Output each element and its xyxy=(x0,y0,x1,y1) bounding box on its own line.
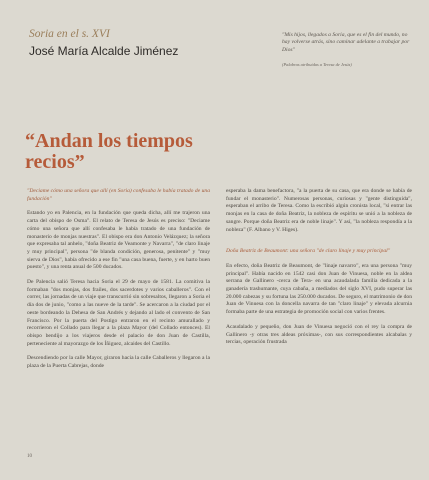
article-author: José María Alcalde Jiménez xyxy=(29,44,179,58)
left-column xyxy=(27,188,210,378)
epigraph xyxy=(282,32,412,68)
right-column xyxy=(226,188,412,354)
body-paragraph: De Palencia salió Teresa hacia Soria el 29 de mayo de 1581. La comitiva la formaban "dos monjas, dos frailes, dos sacerdotes y varios caballeros". Con el correr, las jornadas de un viaje que transcurrió sin sobresaltos, llegaron a Soria el día dos de junio, "como a las nueve de la tarde". Se acercaron a la ciudad por el oeste bordeando la Dehesa de San Andrés y dejando al lado el convento de San Francisco. Por la puerta del Postigo entraron en el recinto amurallado y recorrieron el Collado para llegar a la plaza Mayor (del Collado entonces). El obispo bendijo a los viajeros desde el palacio de don Juan de Castilla, perteneciente al mayorazgo de los Íñiguez, alcaides del Castillo. xyxy=(27,279,210,347)
lead-paragraph: "Deciame cómo una señora que allí (en Soria) confesaba le había tratado de una fundación" xyxy=(27,188,210,202)
article-kicker: Soria en el s. XVI xyxy=(29,28,110,40)
epigraph-source: (Palabras atribuidas a Teresa de Jesús) xyxy=(282,62,352,68)
body-paragraph: Estando yo en Palencia, en la fundación que queda dicha, allí me trajeron una carta del obispo de Osma". El relato de Teresa de Jesús es preciso: "Deciame cómo una señora que allí confesaba le había tratado de una fundación de monasterio de monjas nuestras". El obispo era don Antonio Velázquez; la señora que expresaba tal anhelo, "doña Beatriz de Veamonte y Navarra", "de claro linaje y muy principal", persona "de blanda condición, generosa, penitente" y "muy sierva de Dios", había ofrecido a ese fin "una casa buena, fuerte, y en harto buen puesto", y una renta anual de 500 ducados. xyxy=(27,210,210,271)
body-paragraph: Descendiendo por la calle Mayor, giraron hacia la calle Caballeros y llegaron a la plaza de la Puerta Cabrejas, donde xyxy=(27,355,210,370)
page-number: 10 xyxy=(27,454,32,459)
section-subheading: Doña Beatriz de Beaumont: una señora "de claro linaje y muy principal" xyxy=(226,248,391,255)
body-paragraph: En efecto, doña Beatriz de Beaumont, de "linaje navarro", era una persona "muy principal". Había nacido en 1542 casi don Juan de Vinuesa, noble en la aldea serrana de Gallinero -cerca de Tera- en una acaudalada familia dedicada a la ganadería trashumante, cuya cabaña, a mediados del siglo XVI, pudo superar las 20.000 cabezas y su fortuna las 250.000 ducados. De seguro, el matrimonio de don Juan de Vinuesa con la doncella navarra de tan "claro linaje" y elevada alcurnia formaba parte de una estrategia de promoción social con varios frentes. xyxy=(226,262,412,316)
epigraph-quote: "Mis hijos, llegados a Soria, que es el fin del mundo, no hay volverse atrás, sino caminar adelante a trabajar por Dios" xyxy=(282,32,410,53)
body-paragraph: esperaba la dama benefactora, "a la puerta de su casa, que era donde se había de fundar el monasterio". Numerosas personas, curiosas y "gente distinguida", esperaban el arribo de Teresa. Como la escribió algún cronista local, "si entrar las monjas en la casa de doña Beatriz, la nobleza de espíritu se unió a la nobleza de sangre. Porque doña Beatriz era de noble linaje". Y así, "la nobleza respondía a la nobleza" (F. Albano y V. Higes). xyxy=(226,188,412,233)
article-title: “Andan los tiempos recios” xyxy=(25,130,193,173)
body-paragraph: Acaudalado y pequeño, don Juan de Vinuesa negoció con el rey la compra de Gallinero -y otras tres aldeas próximas-, con sus correspondientes alcabalas y tercias, operación frustrada xyxy=(226,323,412,346)
